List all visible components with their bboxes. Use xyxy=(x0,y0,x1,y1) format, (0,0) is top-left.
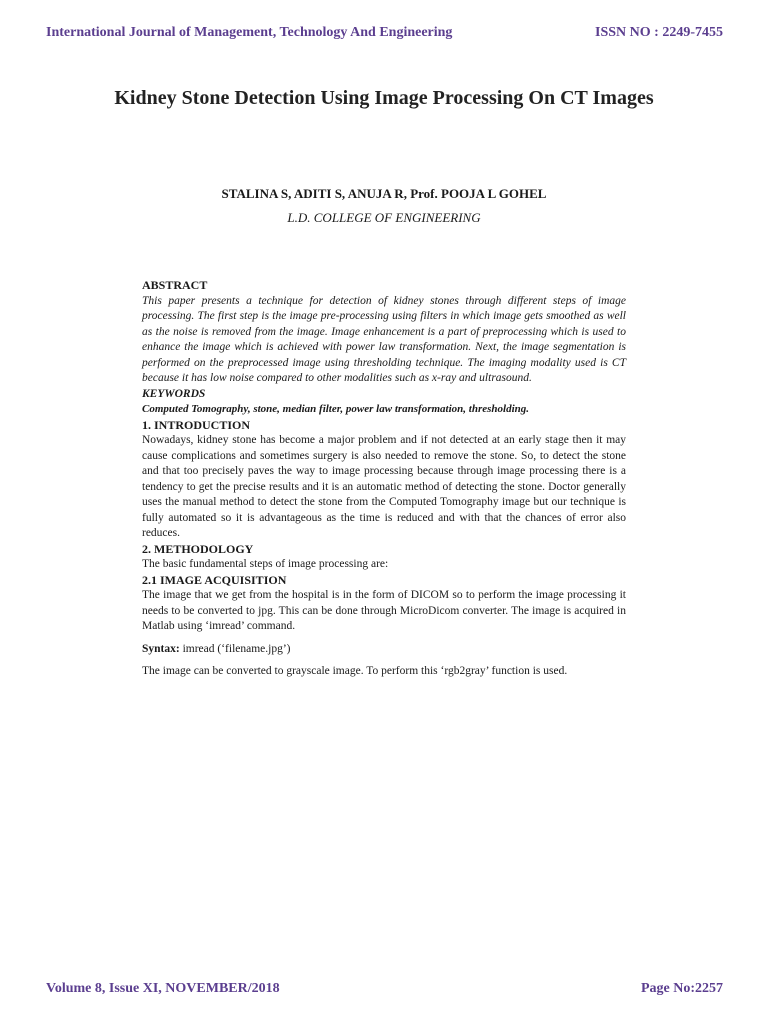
methodology-text: The basic fundamental steps of image processing are: xyxy=(142,558,389,570)
grayscale-text: The image can be converted to grayscale image. To perform this ‘rgb2gray’ function is used. xyxy=(142,665,568,677)
image-acquisition-heading: 2.1 IMAGE ACQUISITION xyxy=(142,572,287,587)
paper-title: Kidney Stone Detection Using Image Processing On CT Images xyxy=(114,87,654,109)
abstract-heading: ABSTRACT xyxy=(142,278,208,292)
abstract-text: This paper presents a technique for detection of kidney stones through different steps of image processing. The first step is the image pre-processing using filters in which image gets smoothed as well as the noise is removed from the image. Image enhancement is a part of preprocessing which is used to enhance the image which is achieved with power law transformation. Next, the image segmentation is performed on the preprocessed image using thresholding technique. The imaging modality used is CT because it has low noise compared to other modalities such as x-ray and ultrasound. xyxy=(142,294,626,384)
syntax-label: Syntax: xyxy=(142,642,180,655)
syntax-code: imread (‘filename.jpg’) xyxy=(179,642,291,655)
page-header xyxy=(46,23,723,43)
image-acquisition-text: The image that we get from the hospital is in the form of DICOM so to perform the image processing it needs to be converted to jpg. This can be done through MicroDicom converter. The image is acquired in Matlab using ‘imread’ command. xyxy=(142,589,626,632)
keywords-text: Computed Tomography, stone, median filter, power law transformation, thresholding. xyxy=(142,403,529,415)
paper-authors: STALINA S, ADITI S, ANUJA R, Prof. POOJA L GOHEL xyxy=(221,186,547,201)
keywords-heading: KEYWORDS xyxy=(142,387,206,400)
volume-info: Volume 8, Issue XI, NOVEMBER/2018 xyxy=(46,981,280,996)
paper-affiliation: L.D. COLLEGE OF ENGINEERING xyxy=(287,210,481,225)
page-footer xyxy=(46,979,723,999)
paper-body xyxy=(142,278,626,680)
page-number: Page No:2257 xyxy=(640,981,723,996)
introduction-text: Nowadays, kidney stone has become a major problem and if not detected at an early stage then it may cause complications and sometimes surgery is also needed to remove the stone. So, to detect the stone and that too precisely paves the way to image processing because through image processing there is a tendency to get the precise results and it is an automatic method of detecting the stone. Doctor generally uses the manual method to detect the stone from the Computed Tomography image but our technique is fully automated so it is advantageous as the time is reduced and with that the chances of error also reduces. xyxy=(142,434,626,539)
introduction-heading: 1. INTRODUCTION xyxy=(142,417,251,432)
issn-number: ISSN NO : 2249-7455 xyxy=(595,25,723,40)
syntax-line xyxy=(142,642,626,658)
journal-name: International Journal of Management, Technology And Engineering xyxy=(46,25,453,40)
methodology-heading: 2. METHODOLOGY xyxy=(142,541,254,556)
